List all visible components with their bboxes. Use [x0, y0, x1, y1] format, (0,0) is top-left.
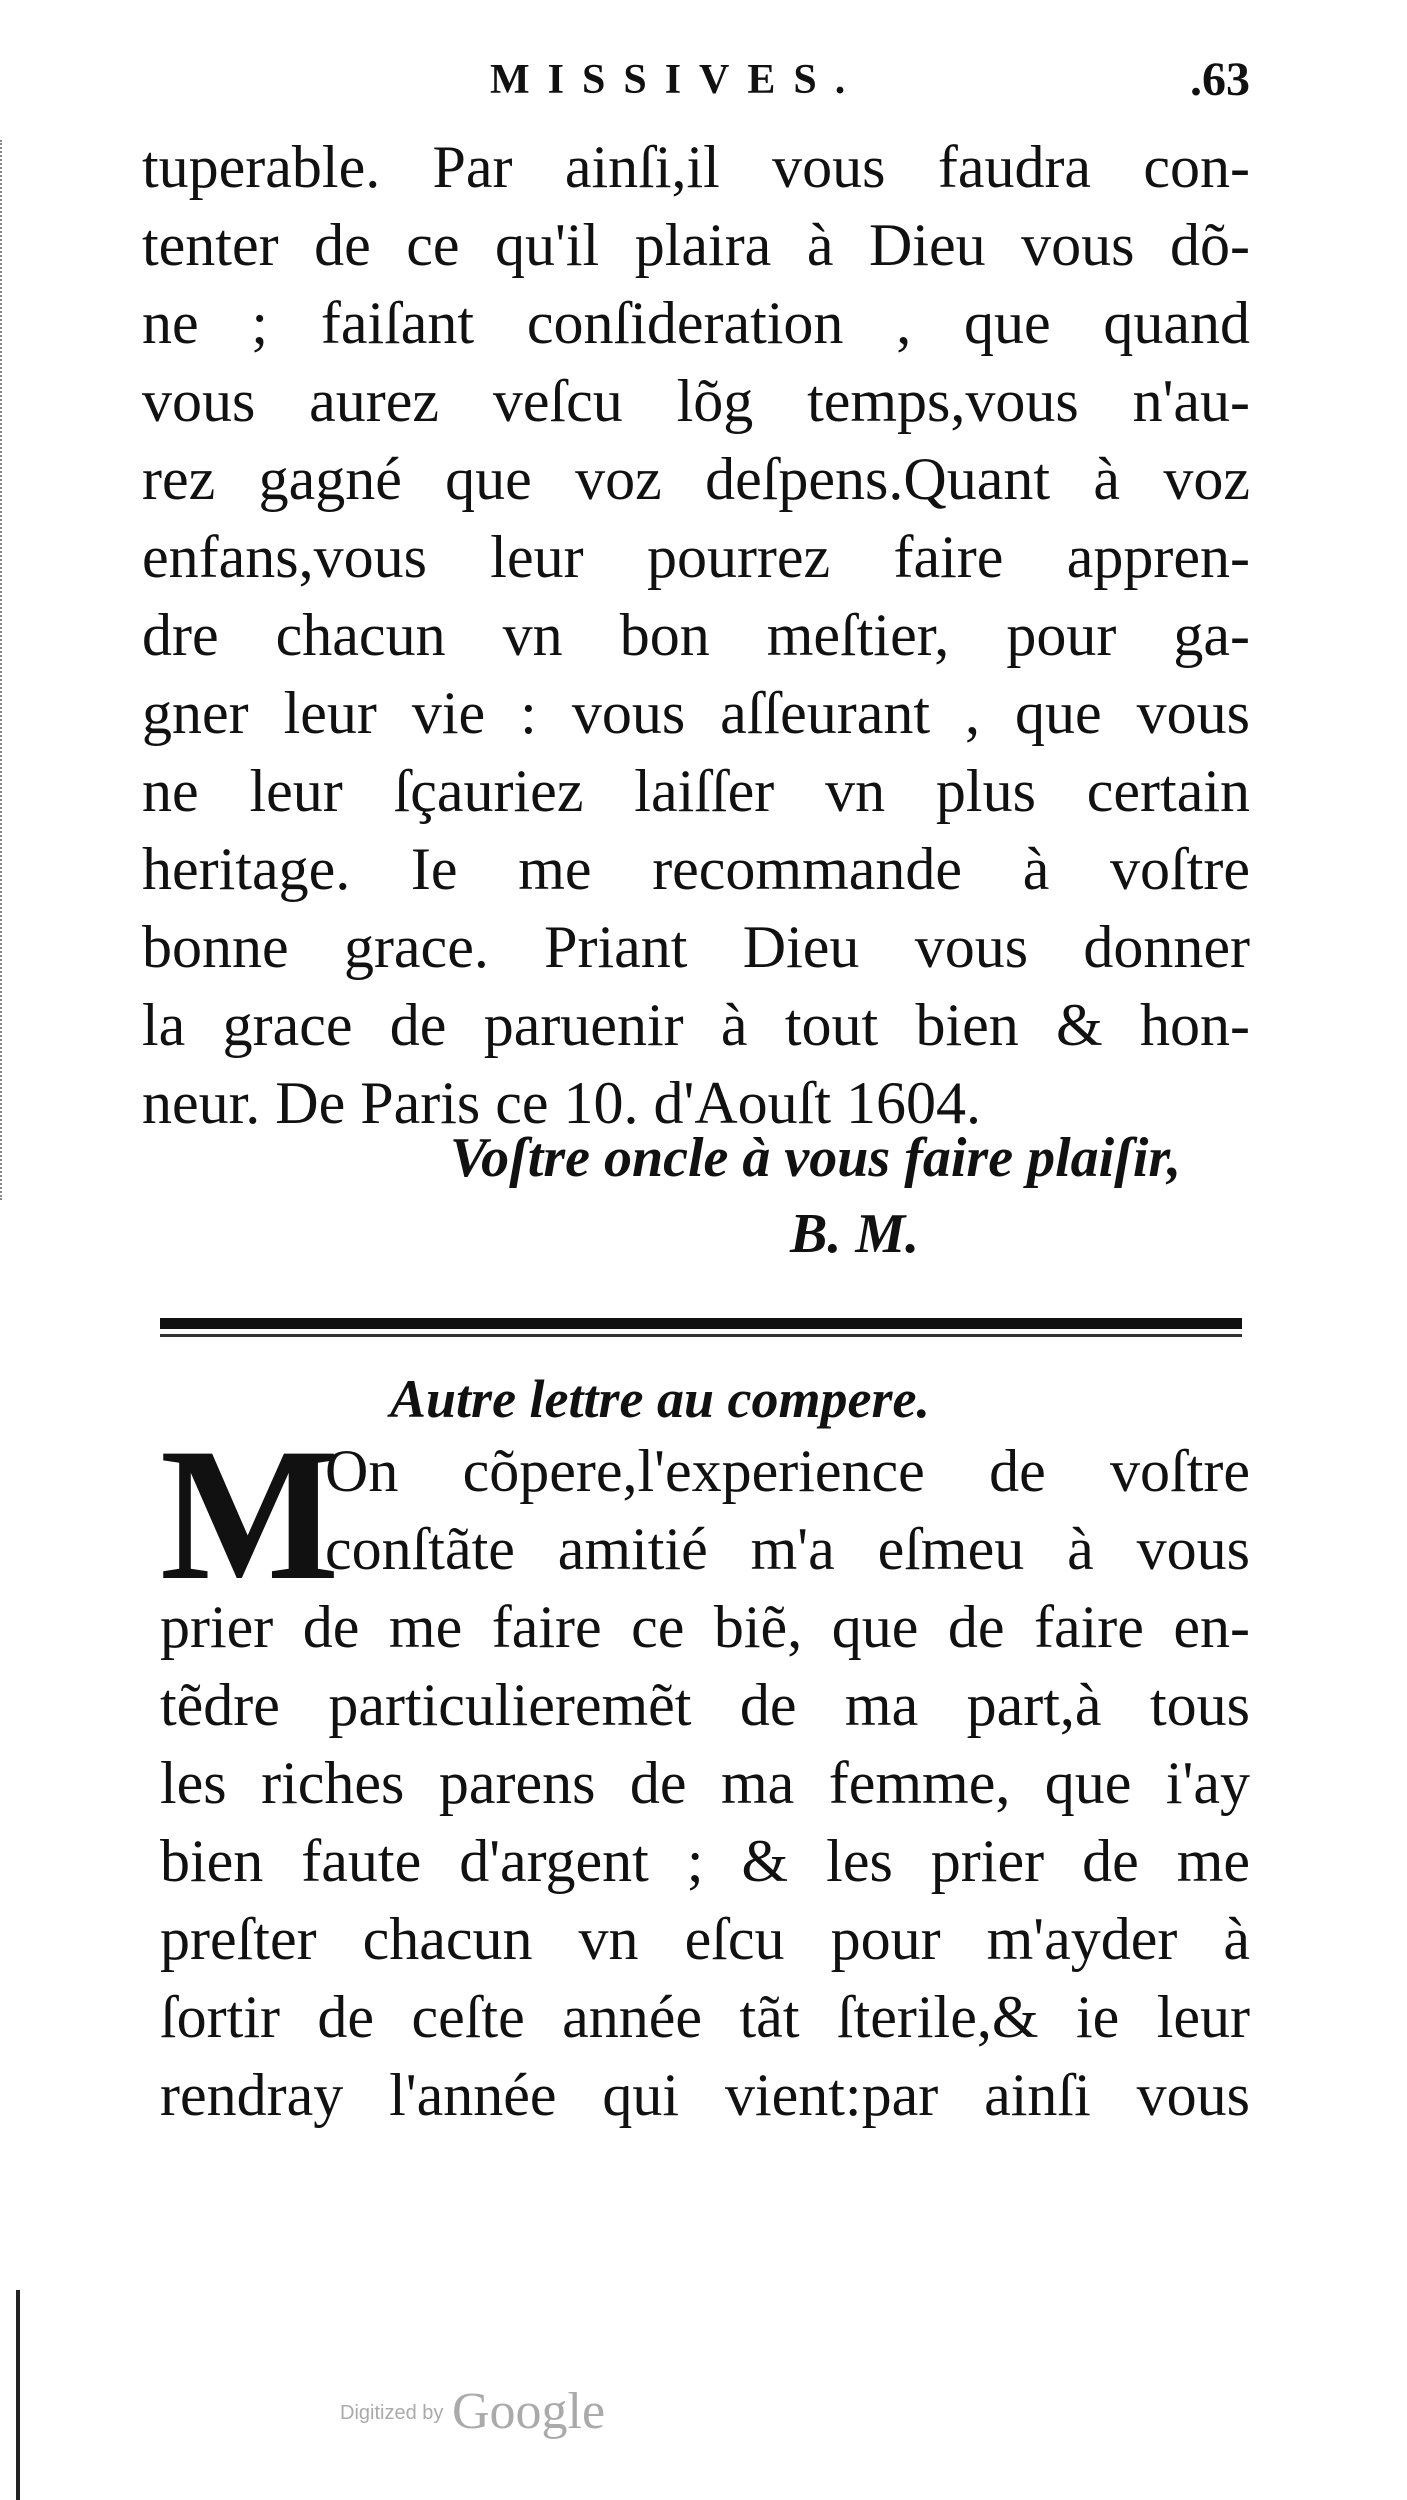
- digitized-by-label: Digitized by: [340, 2402, 444, 2424]
- letter-2-body: [160, 1588, 1250, 2134]
- letter-2-body-indented: [325, 1432, 1250, 1588]
- text-line: bonne grace. Priant Dieu vous donner: [142, 914, 1250, 980]
- text-line: ne leur ſçauriez laiſſer vn plus certain: [142, 758, 1250, 824]
- section-divider-rule-thin: [160, 1334, 1242, 1337]
- section-divider-rule: [160, 1318, 1242, 1329]
- text-line: prier de me faire ce biẽ, que de faire en-: [160, 1594, 1250, 1660]
- text-line: tenter de ce qu'il plaira à Dieu vous dõ-: [142, 212, 1250, 278]
- text-line: preſter chacun vn eſcu pour m'ayder à: [160, 1906, 1250, 1972]
- text-line: rendray l'année qui vient:par ainſi vous: [160, 2062, 1250, 2128]
- left-margin-bleed: [0, 140, 24, 1200]
- signature-initials: B. M.: [790, 1203, 920, 1265]
- text-line: heritage. Ie me recommande à voſtre: [142, 836, 1250, 902]
- text-line: enfans,vous leur pourrez faire appren-: [142, 524, 1250, 590]
- letter-2-heading: Autre lettre au compere.: [390, 1369, 930, 1429]
- signature-closing: Voſtre oncle à vous faire plaiſir,: [450, 1127, 1182, 1189]
- text-line: conſtãte amitié m'a eſmeu à vous: [325, 1516, 1250, 1582]
- text-line: neur. De Paris ce 10. d'Aouſt 1604.: [142, 1070, 982, 1136]
- page-edge-line: [16, 2290, 20, 2500]
- text-line: bien faute d'argent ; & les prier de me: [160, 1828, 1250, 1894]
- letter-1-body: [142, 128, 1250, 1142]
- google-watermark-logo: Google: [452, 2383, 606, 2440]
- drop-cap: M: [160, 1410, 340, 1620]
- text-line: gner leur vie : vous aſſeurant , que vous: [142, 680, 1250, 746]
- running-head: [140, 52, 1250, 112]
- page-number: .63: [1190, 53, 1250, 106]
- text-line: ne ; faiſant conſideration , que quand: [142, 290, 1250, 356]
- text-line: dre chacun vn bon meſtier, pour ga-: [142, 602, 1250, 668]
- text-line: la grace de paruenir à tout bien & hon-: [142, 992, 1250, 1058]
- text-line: vous aurez veſcu lõg temps,vous n'au-: [142, 368, 1250, 434]
- text-line: rez gagné que voz deſpens.Quant à voz: [142, 446, 1250, 512]
- text-line: tuperable. Par ainſi,il vous faudra con-: [142, 134, 1250, 200]
- text-line: les riches parens de ma femme, que i'ay: [160, 1750, 1250, 1816]
- text-line: On cõpere,l'experience de voſtre: [325, 1438, 1250, 1504]
- running-title: MISSIVES.: [490, 57, 864, 103]
- text-line: ſortir de ceſte année tãt ſterile,& ie leur: [160, 1984, 1250, 2050]
- text-line: tẽdre particulieremẽt de ma part,à tous: [160, 1672, 1250, 1738]
